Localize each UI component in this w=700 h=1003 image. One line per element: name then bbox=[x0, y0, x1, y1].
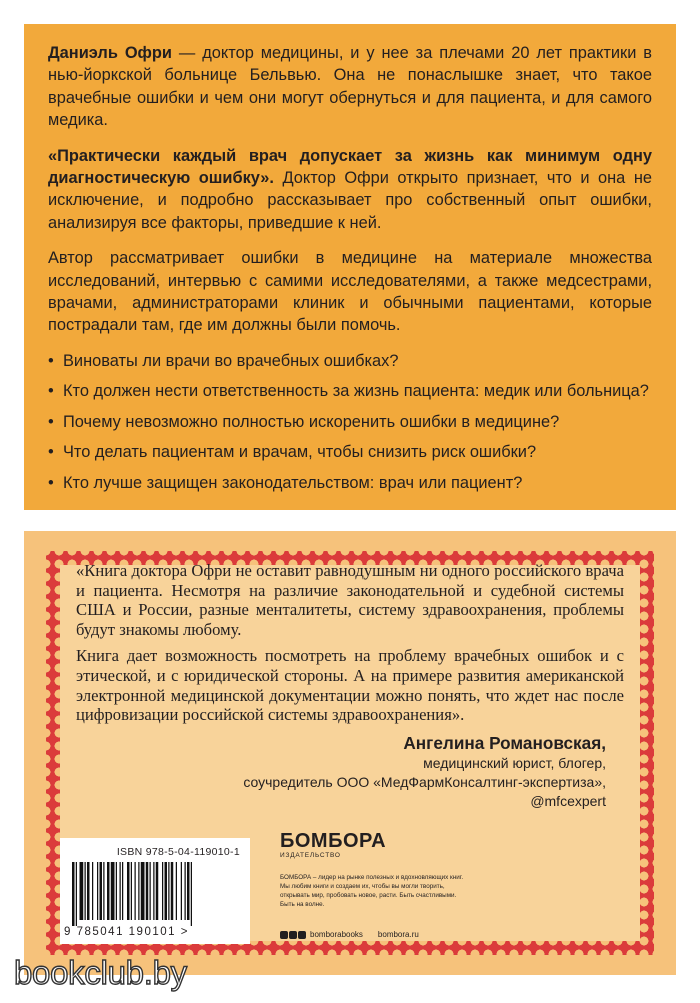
barcode-bar bbox=[103, 862, 104, 920]
publisher-description: БОМБОРА – лидер на рынке полезных и вдохновляющих книг. Мы любим книги и создаем их, чтобы вы могли творить, открывать мир, пробовать новое, расти. Быть счастливыми. Быть на волне. bbox=[280, 874, 464, 908]
barcode-bar bbox=[150, 862, 151, 920]
publisher-social bbox=[280, 930, 431, 939]
question-list bbox=[48, 350, 652, 494]
question-item: • Кто лучше защищен законодательством: врач или пациент? bbox=[48, 472, 652, 494]
intro-text-1: — доктор медицины, и у нее за плечами 20 лет практики в нью-йоркской больнице Бельвью. Она не понаслышке знает, что такое врачебные ошибки и чем они могут обернуться и для пациента, и для самого медика. bbox=[48, 44, 652, 130]
barcode-bar bbox=[185, 862, 186, 920]
question-item: • Кто должен нести ответственность за жизнь пациента: медик или больница? bbox=[48, 380, 652, 402]
annotation-block bbox=[24, 24, 676, 510]
barcode-bar bbox=[141, 862, 145, 920]
barcode-bar bbox=[171, 862, 174, 920]
barcode-bar bbox=[162, 862, 163, 920]
isbn-barcode bbox=[60, 838, 250, 944]
social-icon bbox=[298, 931, 306, 939]
reviewer-role: медицинский юрист, блогер, bbox=[423, 754, 606, 771]
barcode-bar bbox=[135, 862, 136, 920]
review-quote bbox=[60, 561, 640, 811]
barcode-bar bbox=[153, 862, 154, 920]
barcode-bar bbox=[116, 862, 117, 920]
publisher-subtitle: ИЗДАТЕЛЬСТВО bbox=[280, 852, 341, 859]
watermark: bookclub.by bbox=[14, 954, 187, 991]
barcode-bar bbox=[165, 862, 168, 920]
quote-paragraph-2: Книга дает возможность посмотреть на проблему врачебных ошибок и с этической, и с юридической стороны. А на примере развития американской электронной медицинской документации можно понять, что ждет нас после цифровизации российской системы здравоохранения». bbox=[76, 646, 624, 725]
author-name: Даниэль Офри bbox=[48, 44, 172, 62]
barcode-bar bbox=[168, 862, 169, 920]
publisher-block bbox=[280, 830, 470, 940]
barcode-digits: 9 785041 190101 > bbox=[64, 926, 189, 938]
barcode-bar bbox=[92, 862, 93, 920]
barcode-bar bbox=[146, 862, 149, 920]
barcode-bar bbox=[187, 862, 190, 920]
social-handle: bomborabooks bbox=[310, 930, 363, 940]
barcode-bar bbox=[111, 862, 115, 920]
intro-paragraph-2 bbox=[48, 145, 652, 235]
barcode-bar bbox=[80, 862, 84, 920]
reviewer-handle: @mfcexpert bbox=[530, 792, 606, 809]
reviewer-company: соучредитель ООО «МедФармКонсалтинг-экспертиза», bbox=[243, 773, 606, 790]
barcode-bar bbox=[156, 862, 159, 920]
question-item: • Что делать пациентам и врачам, чтобы снизить риск ошибки? bbox=[48, 441, 652, 463]
reviewer-name: Ангелина Романовская, bbox=[403, 732, 606, 753]
barcode-bar bbox=[176, 862, 177, 920]
barcode-bar bbox=[191, 862, 192, 926]
isbn-text: ISBN 978-5-04-119010-1 bbox=[116, 846, 240, 858]
intro-paragraph-3: Автор рассматривает ошибки в медицине на материале множества исследований, интервью с самими исследователями, а также медсестрами, врачами, администраторами клиник и обычными пациентами, которые пострадали там, где им должны были помочь. bbox=[48, 249, 652, 335]
publisher-logo: БОМБОРА bbox=[280, 830, 387, 852]
barcode-bar bbox=[181, 862, 182, 920]
publisher-site: bombora.ru bbox=[377, 930, 419, 940]
barcode-bar bbox=[100, 862, 103, 920]
barcode-bar bbox=[127, 862, 130, 920]
barcode-bar bbox=[131, 862, 132, 920]
barcode-bar bbox=[87, 862, 90, 920]
intro-paragraph-1 bbox=[48, 42, 652, 132]
social-icon bbox=[289, 931, 297, 939]
barcode-bar bbox=[97, 862, 98, 920]
barcode-bar bbox=[122, 862, 123, 920]
intro-text-2: Доктор Офри открыто признает, что и она не исключение, и подробно рассказывает про собственный опыт ошибки, анализируя все факторы, приведшие к ней. bbox=[48, 169, 652, 232]
quote-paragraph-1: «Книга доктора Офри не оставит равнодушным ни одного российского врача и пациента. Несмотря на различие законодательной и судебной системы США и России, разные менталитеты, систему здравоохранения, проблемы будут знакомы любому. bbox=[76, 561, 624, 639]
barcode-bar bbox=[120, 862, 121, 920]
quote-signature bbox=[76, 732, 624, 811]
social-icon bbox=[280, 931, 288, 939]
highlight-quote: «Практически каждый врач допускает за жизнь как минимум одну диагностическую ошибку». bbox=[48, 146, 652, 188]
barcode-bar bbox=[85, 862, 86, 920]
barcode-bars bbox=[72, 862, 238, 926]
barcode-bar bbox=[138, 862, 139, 920]
barcode-bar bbox=[72, 862, 75, 926]
barcode-bar bbox=[76, 862, 77, 926]
question-item: • Виноваты ли врачи во врачебных ошибках? bbox=[48, 350, 652, 372]
barcode-bar bbox=[107, 862, 110, 920]
question-item: • Почему невозможно полностью искоренить ошибки в медицине? bbox=[48, 411, 652, 433]
